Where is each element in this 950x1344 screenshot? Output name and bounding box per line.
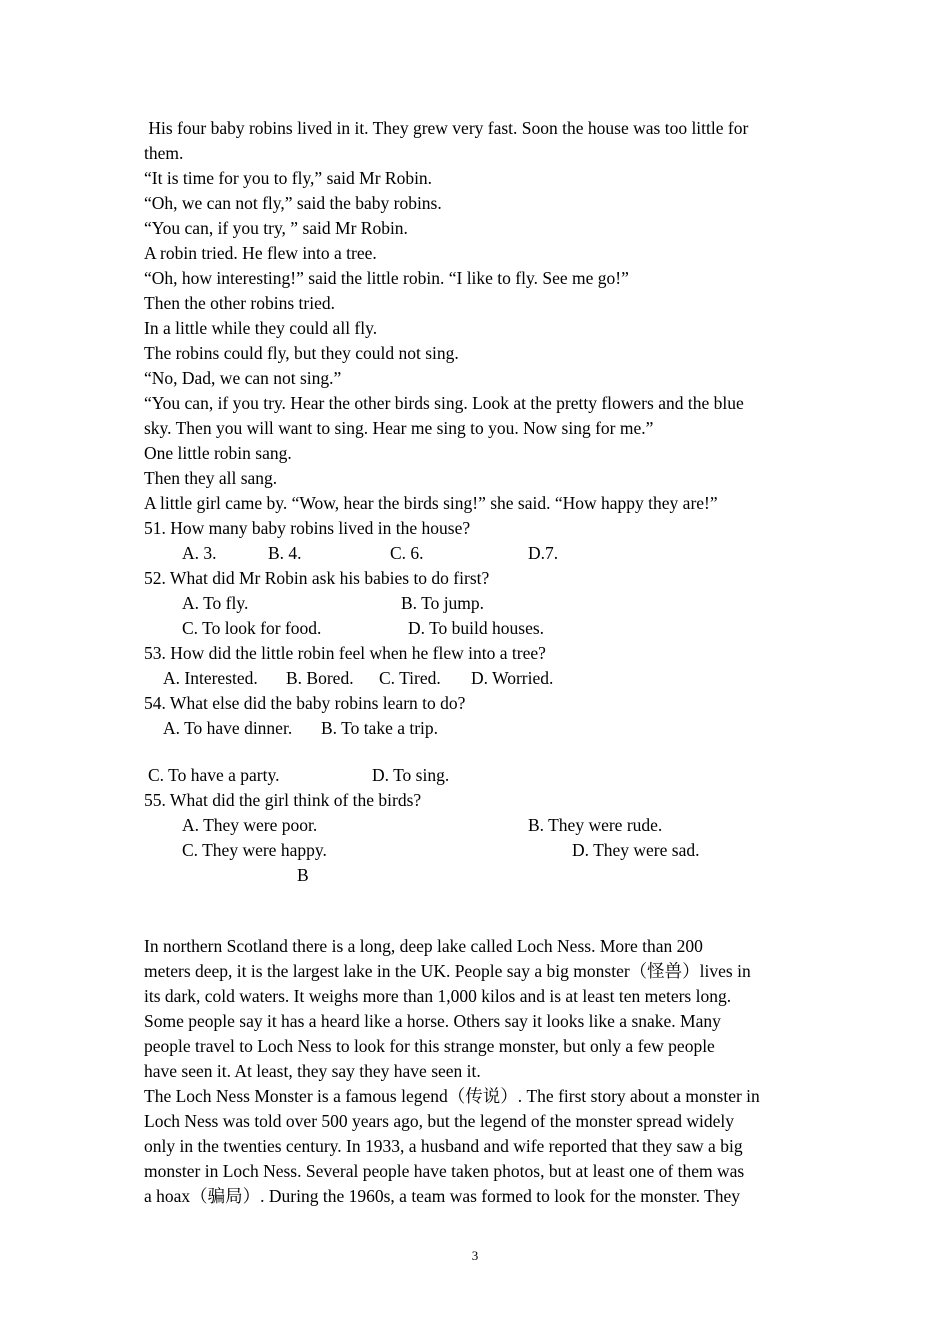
passage-line: its dark, cold waters. It weighs more than 1,000 kilos and is at least ten meters long. xyxy=(144,986,732,1006)
option-a: A. 3. xyxy=(182,543,217,563)
passage-line: The Loch Ness Monster is a famous legend（传说）. The first story about a monster in xyxy=(144,1086,760,1106)
option-b: B. Bored. xyxy=(286,668,354,688)
story-line: sky. Then you will want to sing. Hear me sing to you. Now sing for me.” xyxy=(144,418,654,438)
passage-line: In northern Scotland there is a long, deep lake called Loch Ness. More than 200 xyxy=(144,936,703,956)
passage-line: people travel to Loch Ness to look for this strange monster, but only a few people xyxy=(144,1036,715,1056)
story-line: His four baby robins lived in it. They grew very fast. Soon the house was too little for xyxy=(144,118,749,138)
passage-line: Some people say it has a heard like a horse. Others say it looks like a snake. Many xyxy=(144,1011,721,1031)
story-line: “You can, if you try, ” said Mr Robin. xyxy=(144,218,408,238)
option-b: B. To take a trip. xyxy=(321,718,439,738)
option-c: C. 6. xyxy=(390,543,424,563)
option-c: C. To look for food. xyxy=(182,618,322,638)
option-a: A. To have dinner. xyxy=(163,718,293,738)
story-line: “Oh, how interesting!” said the little robin. “I like to fly. See me go!” xyxy=(144,268,629,288)
page-number: 3 xyxy=(471,1248,479,1263)
question-stem: 52. What did Mr Robin ask his babies to do first? xyxy=(144,568,490,588)
question-stem: 53. How did the little robin feel when he flew into a tree? xyxy=(144,643,546,663)
option-b: B. To jump. xyxy=(401,593,485,613)
option-d: D. To build houses. xyxy=(408,618,545,638)
option-d: D. Worried. xyxy=(471,668,554,688)
story-line: them. xyxy=(144,143,184,163)
section-label: B xyxy=(297,865,309,885)
option-a: A. To fly. xyxy=(182,593,249,613)
question-stem: 55. What did the girl think of the birds? xyxy=(144,790,422,810)
story-line: In a little while they could all fly. xyxy=(144,318,378,338)
story-line: The robins could fly, but they could not sing. xyxy=(144,343,459,363)
story-line: “You can, if you try. Hear the other birds sing. Look at the pretty flowers and the blue xyxy=(144,393,744,413)
option-b: B. 4. xyxy=(268,543,302,563)
option-d: D. They were sad. xyxy=(572,840,700,860)
option-a: A. Interested. xyxy=(163,668,258,688)
passage-line: have seen it. At least, they say they have seen it. xyxy=(144,1061,481,1081)
option-c: C. They were happy. xyxy=(182,840,327,860)
story-line: “Oh, we can not fly,” said the baby robins. xyxy=(144,193,442,213)
story-line: Then the other robins tried. xyxy=(144,293,335,313)
passage-line: a hoax（骗局）. During the 1960s, a team was formed to look for the monster. They xyxy=(144,1186,741,1206)
story-line: One little robin sang. xyxy=(144,443,292,463)
option-d: D. To sing. xyxy=(372,765,450,785)
question-stem: 51. How many baby robins lived in the house? xyxy=(144,518,471,538)
story-line: A robin tried. He flew into a tree. xyxy=(144,243,377,263)
option-d: D.7. xyxy=(528,543,559,563)
story-line: A little girl came by. “Wow, hear the birds sing!” she said. “How happy they are!” xyxy=(144,493,718,513)
passage-line: meters deep, it is the largest lake in the UK. People say a big monster（怪兽）lives in xyxy=(144,961,751,981)
option-a: A. They were poor. xyxy=(182,815,318,835)
option-c: C. Tired. xyxy=(379,668,441,688)
story-line: “It is time for you to fly,” said Mr Robin. xyxy=(144,168,433,188)
question-stem: 54. What else did the baby robins learn to do? xyxy=(144,693,466,713)
option-c: C. To have a party. xyxy=(148,765,280,785)
passage-line: Loch Ness was told over 500 years ago, but the legend of the monster spread widely xyxy=(144,1111,734,1131)
story-line: Then they all sang. xyxy=(144,468,278,488)
option-b: B. They were rude. xyxy=(528,815,663,835)
passage-line: only in the twenties century. In 1933, a husband and wife reported that they saw a big xyxy=(144,1136,743,1156)
story-line: “No, Dad, we can not sing.” xyxy=(144,368,342,388)
passage-line: monster in Loch Ness. Several people have taken photos, but at least one of them was xyxy=(144,1161,745,1181)
